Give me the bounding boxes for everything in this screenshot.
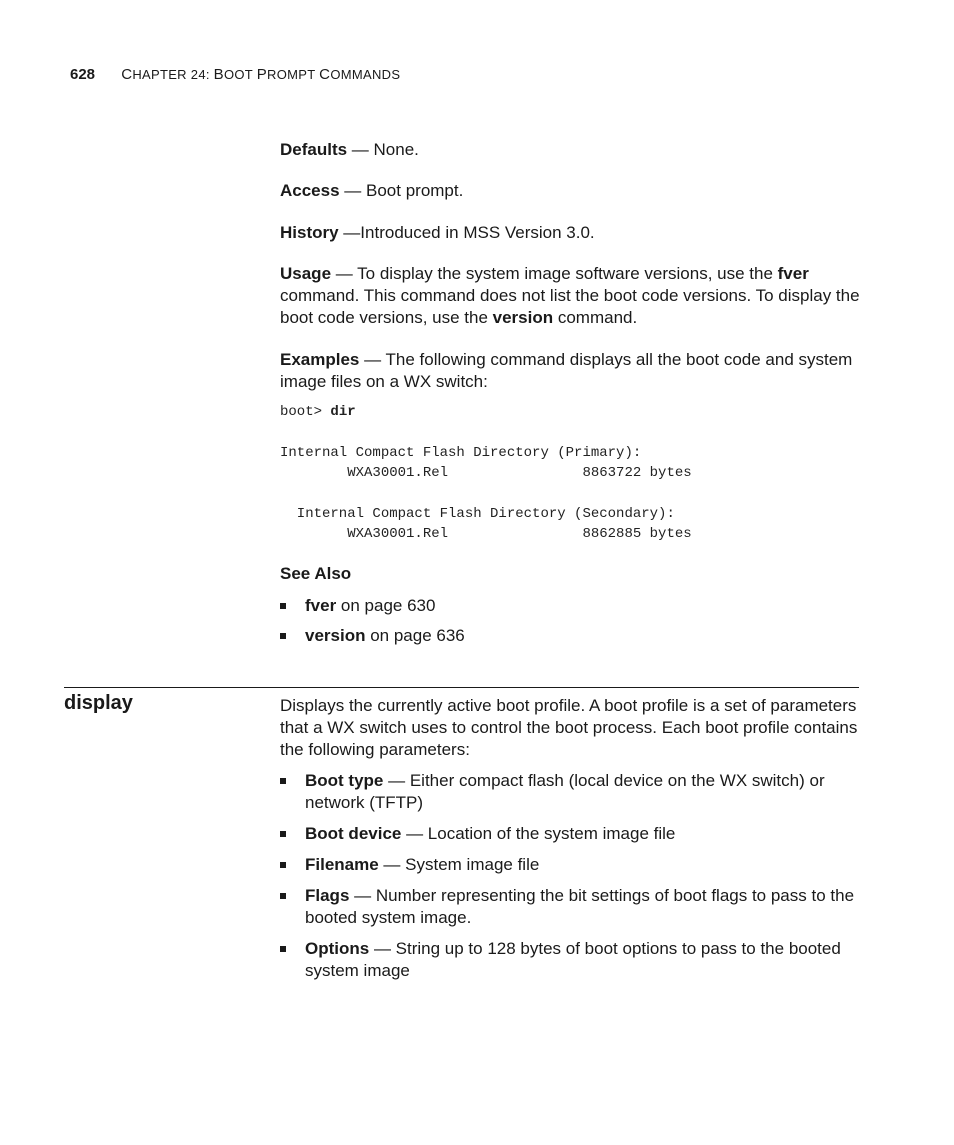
code-primary-header: Internal Compact Flash Directory (Primary):: [280, 445, 642, 461]
bullet-square-icon: [280, 831, 286, 837]
bullet-square-icon: [280, 633, 286, 639]
chapter-title: CHAPTER 24: BOOT PROMPT COMMANDS: [121, 66, 401, 83]
see-also-item: fver on page 630: [280, 595, 860, 617]
access-paragraph: Access — Boot prompt.: [280, 181, 464, 200]
examples-paragraph: Examples — The following command displays all the boot code and system image files on a WX switch:: [280, 350, 853, 391]
code-prompt-line: boot> dir: [280, 404, 356, 420]
see-also-heading: See Also: [280, 564, 352, 583]
page-number: 628: [70, 66, 96, 83]
bullet-square-icon: [280, 946, 286, 952]
bullet-square-icon: [280, 862, 286, 868]
history-paragraph: History —Introduced in MSS Version 3.0.: [280, 223, 595, 242]
param-item: Options — String up to 128 bytes of boot options to pass to the booted system image: [280, 938, 860, 982]
fver-command: fver: [777, 264, 809, 283]
defaults-paragraph: Defaults — None.: [280, 140, 419, 159]
usage-paragraph: Usage — To display the system image software versions, use the fver command. This command does not list the boot code versions. To display the boot code versions, use the version command.: [280, 264, 860, 327]
param-item: Flags — Number representing the bit settings of boot flags to pass to the booted system image.: [280, 885, 860, 929]
bullet-square-icon: [280, 778, 286, 784]
bullet-square-icon: [280, 893, 286, 899]
bullet-square-icon: [280, 603, 286, 609]
page-header: [70, 66, 400, 83]
see-also-item: version on page 636: [280, 625, 860, 647]
display-section-title: display: [64, 692, 133, 714]
param-item: Boot type — Either compact flash (local device on the WX switch) or network (TFTP): [280, 770, 860, 814]
param-item: Filename — System image file: [280, 854, 860, 876]
version-command: version: [492, 308, 554, 327]
code-secondary-header: Internal Compact Flash Directory (Secondary):: [280, 506, 675, 522]
display-intro: Displays the currently active boot profile. A boot profile is a set of parameters that a WX switch uses to control the boot process. Each boot profile contains the following parameters:: [280, 696, 858, 759]
code-primary-file: WXA30001.Rel 8863722 bytes: [280, 465, 692, 481]
param-item: Boot device — Location of the system image file: [280, 823, 860, 845]
code-secondary-file: WXA30001.Rel 8862885 bytes: [280, 526, 692, 542]
section-divider: [64, 687, 859, 688]
